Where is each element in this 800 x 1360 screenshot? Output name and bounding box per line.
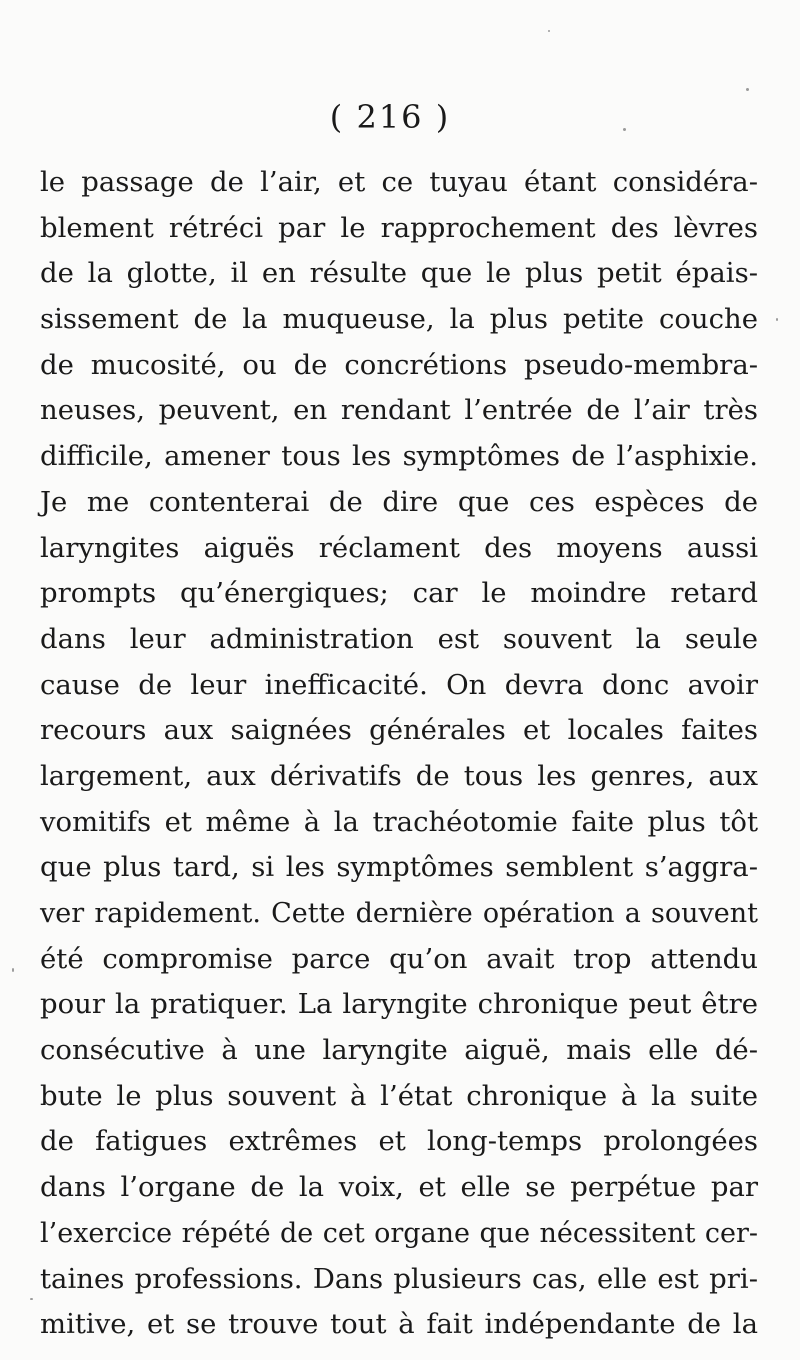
page-number: ( 216 ): [329, 98, 451, 136]
text-line: difficile, amener tous les symptômes de l’asphixie.: [40, 440, 758, 473]
text-line: été compromise parce qu’on avait trop attendu: [40, 942, 758, 975]
paper-speck: [12, 968, 14, 972]
text-line: le passage de l’air, et ce tuyau étant considéra-: [40, 166, 758, 198]
text-line: dans l’organe de la voix, et elle se perpétue par: [40, 1171, 758, 1204]
text-line: Je me contenterai de dire que ces espèces de: [40, 485, 758, 518]
text-line: de mucosité, ou de concrétions pseudo-membra-: [40, 348, 758, 381]
paper-speck: [548, 30, 550, 32]
text-line: pour la pratiquer. La laryngite chronique peut être: [40, 988, 758, 1021]
text-line: dans leur administration est souvent la seule: [40, 622, 758, 655]
text-line: neuses, peuvent, en rendant l’entrée de l’air très: [40, 394, 758, 427]
text-line: laryngites aiguës réclament des moyens aussi: [40, 531, 758, 564]
body-text: [40, 160, 758, 1348]
text-line: recours aux saignées générales et locales faites: [40, 714, 758, 747]
text-line: sissement de la muqueuse, la plus petite couche: [40, 303, 758, 336]
text-line: blement rétréci par le rapprochement des lèvres: [40, 211, 758, 244]
text-line: ver rapidement. Cette dernière opération a souvent: [40, 898, 758, 929]
text-line: consécutive à une laryngite aiguë, mais elle dé-: [40, 1034, 758, 1067]
text-line: de la glotte, il en résulte que le plus petit épais-: [40, 257, 758, 290]
text-line: taines professions. Dans plusieurs cas, elle est pri-: [40, 1262, 758, 1295]
text-line: prompts qu’énergiques; car le moindre retard: [40, 577, 758, 610]
text-line: l’exercice répété de cet organe que nécessitent cer-: [40, 1217, 758, 1249]
text-line: que plus tard, si les symptômes semblent s’aggra-: [40, 851, 758, 884]
text-line: largement, aux dérivatifs de tous les genres, aux: [40, 759, 758, 792]
text-line: cause de leur inefficacité. On devra donc avoir: [40, 668, 758, 701]
paper-speck: [776, 318, 778, 321]
text-line: vomitifs et même à la trachéotomie faite plus tôt: [40, 805, 758, 838]
text-line: bute le plus souvent à l’état chronique à la suite: [40, 1079, 758, 1112]
paper-speck: [30, 1298, 33, 1300]
text-line: mitive, et se trouve tout à fait indépendante de la: [40, 1308, 758, 1341]
text-line: de fatigues extrêmes et long-temps prolongées: [40, 1125, 758, 1158]
paper-speck: [746, 88, 749, 91]
